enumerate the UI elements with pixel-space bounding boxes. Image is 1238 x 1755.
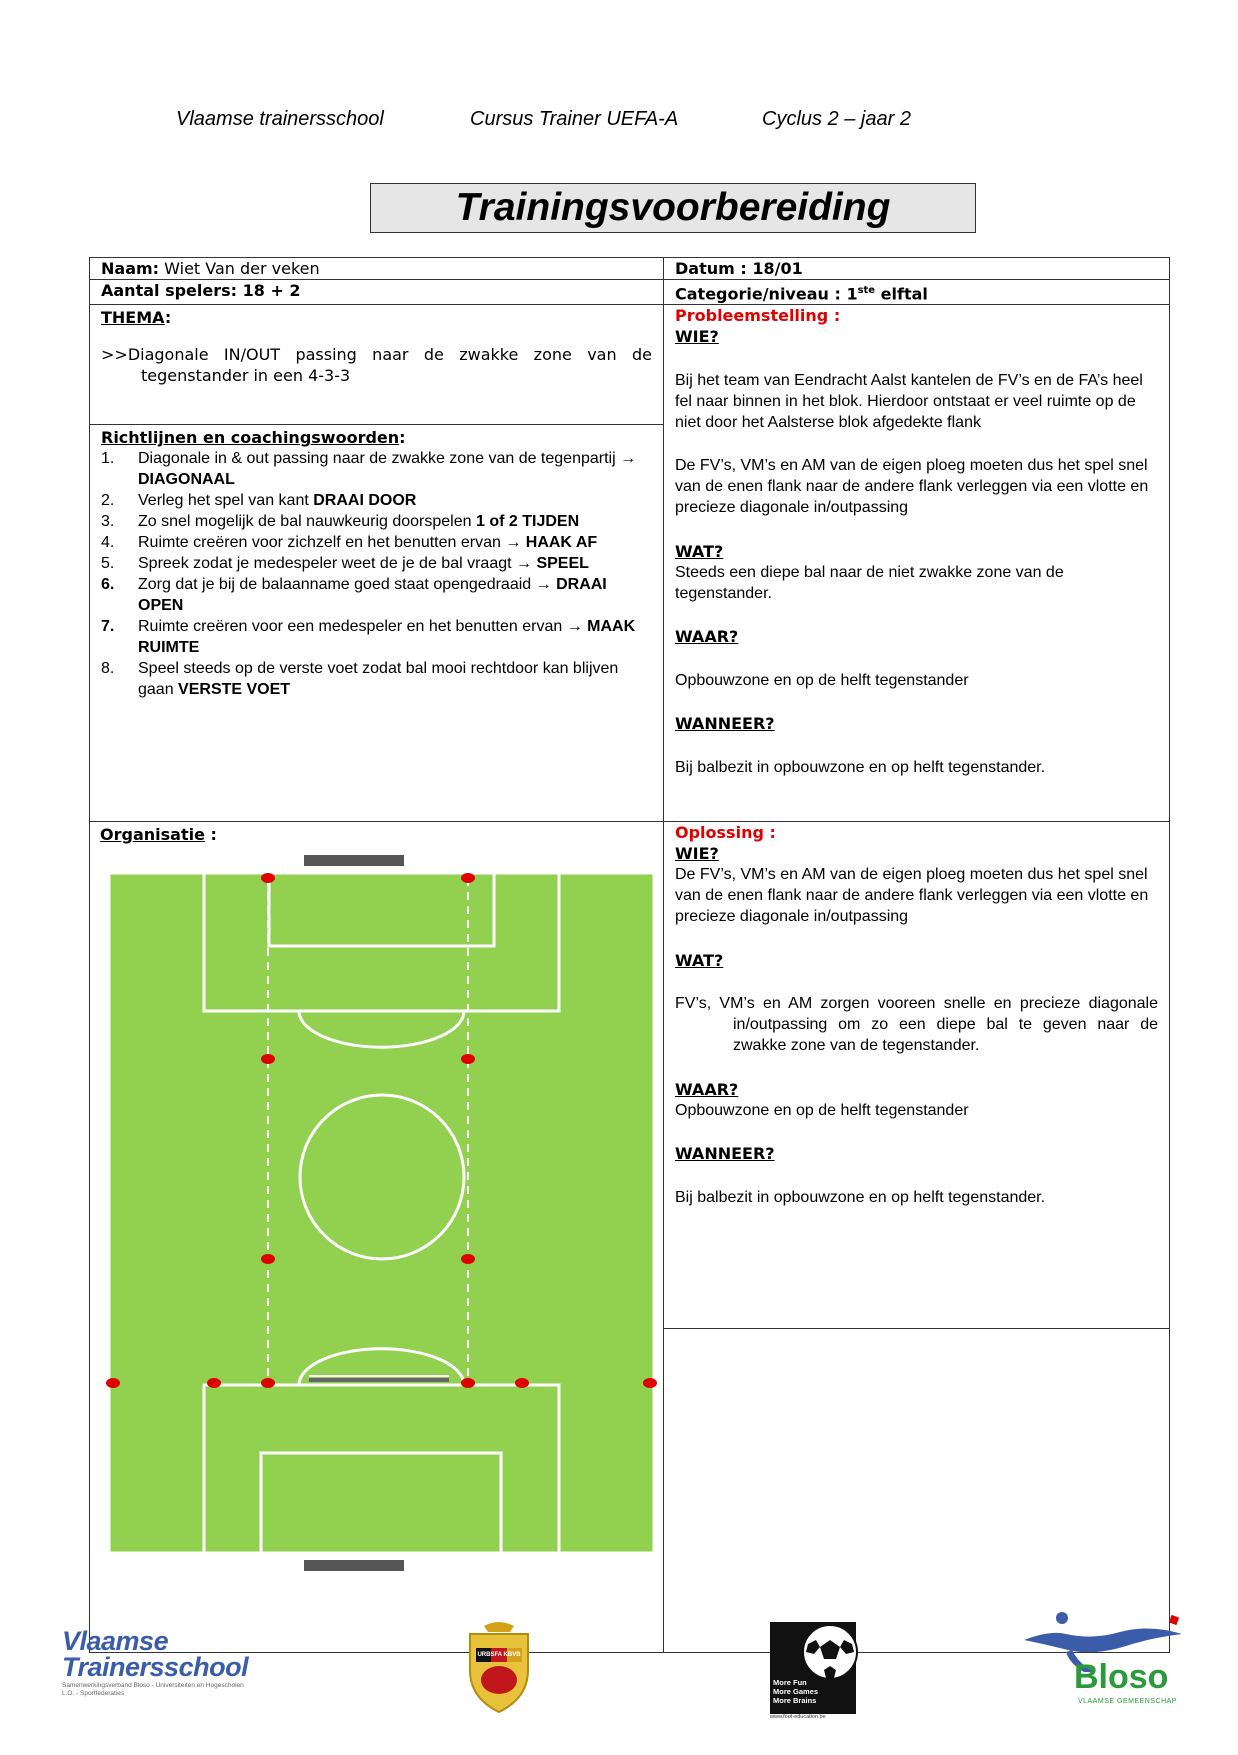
kbvb-logo: [462, 1618, 536, 1718]
cone: [461, 873, 475, 883]
fun-line-2: More Games: [773, 1687, 819, 1696]
guideline-number: 8.: [101, 660, 115, 678]
guideline-text: [138, 574, 652, 616]
solution-wanneer-label: WANNEER?: [675, 1144, 775, 1164]
guideline-item: [101, 574, 652, 616]
problem-wanneer-text: Bij balbezit in opbouwzone en op helft tegenstander.: [675, 758, 1046, 776]
cone: [461, 1378, 475, 1388]
problem-label: Probleemstelling :: [675, 306, 841, 326]
foot-education-lines: [773, 1678, 818, 1705]
guideline-number: 7.: [101, 618, 115, 636]
guideline-number: 3.: [101, 513, 115, 531]
cone: [261, 873, 275, 883]
vts-logo-line1: Vlaamse: [62, 1626, 169, 1656]
cone: [461, 1054, 475, 1064]
players-cell: [90, 280, 664, 305]
guideline-number: 5.: [101, 555, 115, 573]
vts-logo: [62, 1628, 282, 1698]
theme-label: THEMA: [101, 308, 165, 328]
vts-logo-line2: Trainersschool: [62, 1652, 249, 1682]
guideline-plain: Spreek zodat je medespeler weet de je de bal vraagt →: [138, 555, 537, 573]
problem-wanneer-label: WANNEER?: [675, 714, 775, 734]
fun-line-1: More Fun: [773, 1678, 807, 1687]
guideline-plain: Ruimte creëren voor een medespeler en het benutten ervan →: [138, 618, 588, 636]
cone: [261, 1378, 275, 1388]
header-cycle: Cyclus 2 – jaar 2: [762, 108, 911, 130]
category-rest: elftal: [875, 284, 928, 304]
guideline-item: [101, 616, 652, 658]
problem-cell: [664, 305, 1170, 822]
solution-wie-text: De FV’s, VM’s en AM van de eigen ploeg moeten dus het spel snel van de enen flank naar de andere flank verleggen via een vlotte en precieze diagonale in/outpassing: [675, 866, 1149, 926]
guideline-keyword: MAAK RUIMTE: [138, 618, 636, 657]
name-label: Naam:: [101, 259, 160, 278]
guideline-number: 2.: [101, 492, 115, 510]
guideline-number: 6.: [101, 576, 115, 594]
guidelines-list: [101, 448, 652, 700]
category-cell: [664, 280, 1170, 305]
guideline-keyword: DIAGONAAL: [138, 471, 235, 489]
solution-label: Oplossing :: [675, 823, 776, 843]
organisation-cell: Organisatie :: [90, 822, 664, 1653]
cone: [515, 1378, 529, 1388]
cone: [261, 1254, 275, 1264]
problem-waar-text: Opbouwzone en op de helft tegenstander: [675, 671, 969, 689]
guideline-plain: Zo snel mogelijk de bal nauwkeurig doorspelen: [138, 513, 476, 531]
problem-waar-label: WAAR?: [675, 627, 739, 647]
guideline-text: [138, 532, 597, 553]
theme-cell: THEMA: >>Diagonale IN/OUT passing naar de zwakke zone van de tegenstander in een 4-3-3: [90, 305, 664, 425]
vts-logo-small: Samenwerkingsverband Bloso - Universiteiten en Hogescholen L.O. - Sportfederaties: [62, 1682, 244, 1697]
solution-waar-label: WAAR?: [675, 1079, 739, 1099]
guideline-plain: Zorg dat je bij de balaanname goed staat opengedraaid →: [138, 576, 557, 594]
football-icon: [800, 1622, 860, 1682]
problem-wie-p1: Bij het team van Eendracht Aalst kantelen de FV’s en de FA’s heel fel naar binnen in het blok. Hierdoor ontstaat er veel ruimte op de niet door het Aalsterse blok afgedekte flank: [675, 371, 1143, 431]
solution-waar-text: Opbouwzone en op de helft tegenstander: [675, 1101, 969, 1119]
cone: [461, 1254, 475, 1264]
bloso-logo: [1020, 1610, 1196, 1710]
problem-wat-text: Steeds een diepe bal naar de niet zwakke zone van de tegenstander.: [675, 563, 1064, 602]
guideline-item: [101, 448, 652, 490]
cone: [207, 1378, 221, 1388]
empty-cell: [664, 1329, 1170, 1653]
guideline-number: 4.: [101, 534, 115, 552]
cone: [106, 1378, 120, 1388]
kbvb-text: URBSFA KBVB: [477, 1652, 521, 1658]
solution-wat-text: FV’s, VM’s en AM zorgen vooreen snelle en precieze diagonale in/outpassing om zo een diepe bal te geven naar de zwakke zone van de tegenstander.: [675, 995, 1158, 1055]
guideline-plain: Speel steeds op de verste voet zodat bal mooi rechtdoor kan blijven gaan: [138, 660, 619, 699]
bottom-goal: [304, 1560, 404, 1571]
guideline-plain: Verleg het spel van kant: [138, 492, 314, 510]
guideline-keyword: 1 of 2 TIJDEN: [475, 513, 580, 531]
solution-wat-label: WAT?: [675, 950, 724, 970]
guideline-text: [138, 448, 652, 490]
guideline-number: 1.: [101, 450, 115, 468]
guideline-keyword: HAAK AF: [525, 534, 598, 552]
organisation-label: Organisatie: [100, 825, 205, 845]
guidelines-cell: Richtlijnen en coachingswoorden: 1. Diagonale in & out passing naar de zwakke zone van de tegenpartij → DIAGONAAL 2. Verleg het spel van kant DRAAI DOOR 3. Zo snel mogelijk de bal nauwkeurig doorspelen 1 of 2 TIJDEN 4. Ruimte creëren voor zichzelf en het benutten ervan → HAAK AF 5. Spreek zodat je medespeler weet de je de bal vraagt → SPEEL 6. Zorg dat je bij de balaanname goed staat opengedraaid → DRAAI OPEN 7. Ruimte creëren voor een medespeler en het benutten ervan → MAAK RUIMTE 8. Speel steeds op de verste voet zodat bal mooi rechtdoor kan blijven gaan VERSTE VOET: [90, 425, 664, 822]
name-value: Wiet Van der veken: [164, 259, 320, 278]
category-label: Categorie/niveau : 1: [675, 284, 858, 304]
guideline-text: [138, 511, 579, 532]
problem-wie-p2: De FV’s, VM’s en AM van de eigen ploeg moeten dus het spel snel van de enen flank naar de andere flank verleggen via een vlotte en precieze diagonale in/outpassing: [675, 457, 1149, 517]
top-goal: [304, 855, 404, 866]
kbvb-crest-icon: [462, 1618, 536, 1718]
guideline-text: [138, 553, 589, 574]
guideline-plain: Diagonale in & out passing naar de zwakke zone van de tegenpartij →: [138, 450, 637, 468]
training-table: [89, 257, 1170, 1653]
guideline-keyword: DRAAI DOOR: [313, 492, 417, 510]
guideline-item: [101, 658, 652, 700]
fun-line-3: More Brains: [773, 1696, 817, 1705]
bloso-sub: VLAAMSE GEMEENSCHAP: [1078, 1698, 1177, 1705]
date-label: Datum : 18/01: [675, 259, 803, 278]
header-school: Vlaamse trainersschool: [176, 108, 384, 130]
date-cell: [664, 258, 1170, 280]
guideline-item: [101, 511, 652, 532]
guideline-item: [101, 490, 652, 511]
cone: [261, 1054, 275, 1064]
theme-text: >>Diagonale IN/OUT passing naar de zwakke zone van de tegenstander in een 4-3-3: [101, 345, 652, 386]
cone: [643, 1378, 657, 1388]
guideline-text: [138, 490, 416, 511]
solution-wie-label: WIE?: [675, 844, 719, 864]
category-sup: ste: [857, 285, 876, 296]
name-cell: [90, 258, 664, 280]
problem-wat-label: WAT?: [675, 541, 724, 561]
guidelines-label: Richtlijnen en coachingswoorden: [101, 428, 400, 448]
bloso-text: Bloso: [1074, 1658, 1169, 1696]
guideline-keyword: SPEEL: [536, 555, 589, 573]
guideline-text: [138, 616, 652, 658]
problem-wie-label: WIE?: [675, 327, 719, 347]
solution-cell: [664, 822, 1170, 1329]
guideline-item: [101, 553, 652, 574]
guideline-keyword: VERSTE VOET: [178, 681, 291, 699]
guideline-plain: Ruimte creëren voor zichzelf en het benutten ervan →: [138, 534, 526, 552]
foot-education-logo: [770, 1622, 866, 1718]
foot-education-url: www.foot-education.be: [770, 1714, 826, 1720]
pitch-diagram: [99, 845, 659, 1585]
guideline-text: [138, 658, 652, 700]
solution-wanneer-text: Bij balbezit in opbouwzone en op helft tegenstander.: [675, 1188, 1046, 1206]
pitch-field: [109, 855, 654, 1571]
guideline-keyword: DRAAI OPEN: [138, 576, 607, 615]
header-course: Cursus Trainer UEFA-A: [470, 108, 679, 130]
players-label: Aantal spelers: 18 + 2: [101, 281, 301, 300]
guideline-item: [101, 532, 652, 553]
document-title: Trainingsvoorbereiding: [370, 183, 976, 233]
